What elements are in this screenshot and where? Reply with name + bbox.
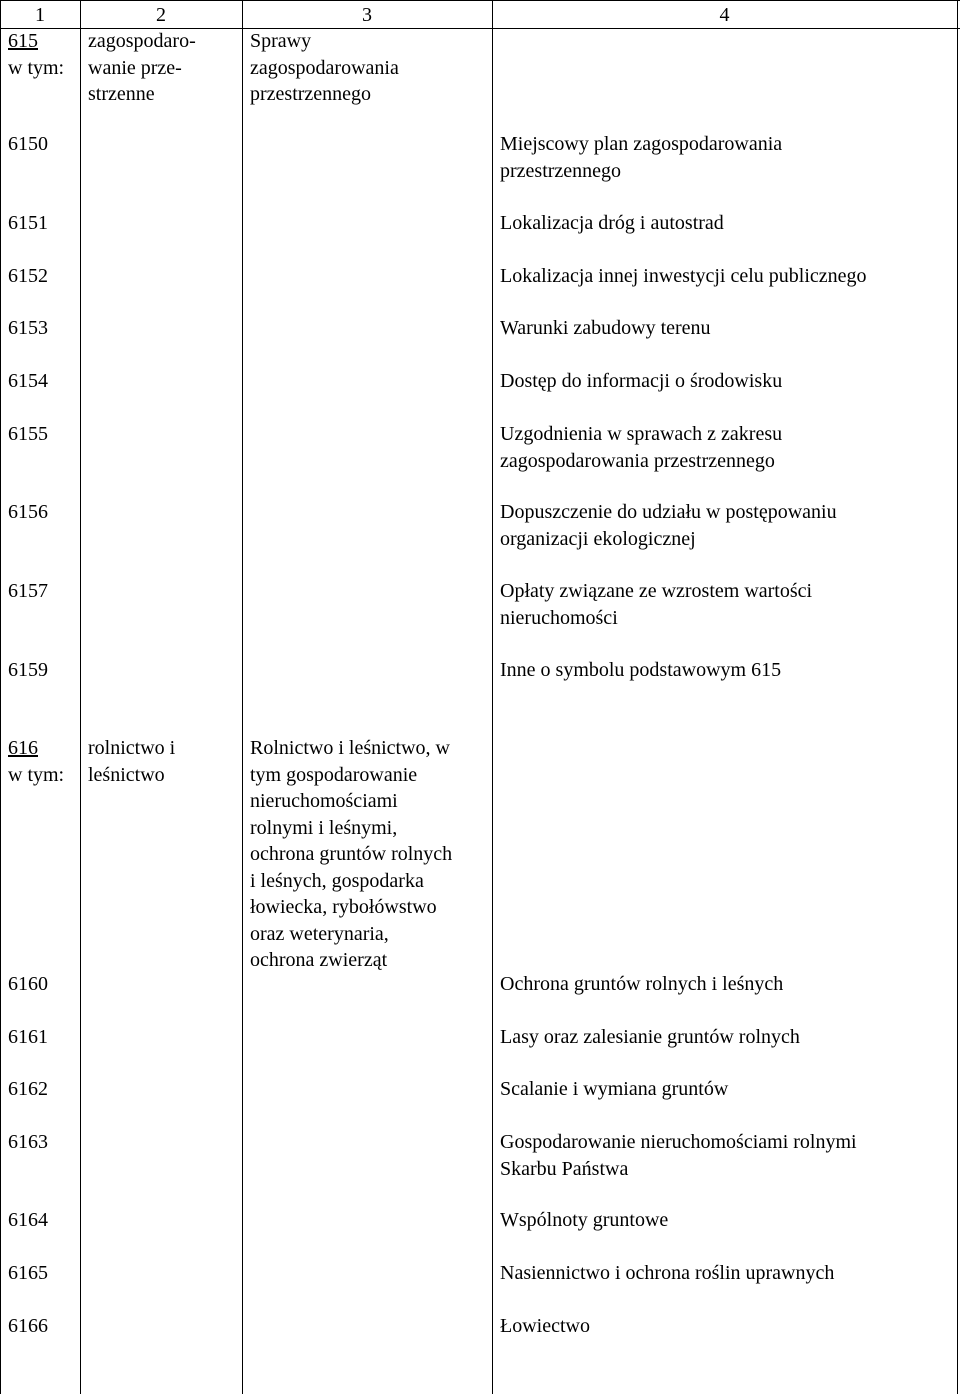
group-name-line: rolnictwo i: [88, 737, 176, 759]
item-description-line: Lokalizacja dróg i autostrad: [500, 212, 724, 234]
item-description-line: Ochrona gruntów rolnych i leśnych: [500, 973, 784, 995]
col-divider-3: [492, 0, 493, 1394]
header-col-2: 2: [156, 4, 166, 26]
item-description-line: organizacji ekologicznej: [500, 527, 696, 550]
item-description-line: Opłaty związane ze wzrostem wartości: [500, 580, 813, 602]
item-code: 6165: [8, 1262, 48, 1284]
group-description-line: rolnymi i leśnymi,: [250, 816, 398, 839]
item-description-line: Lokalizacja innej inwestycji celu publicznego: [500, 265, 867, 287]
group-name-line: wanie prze-: [88, 56, 182, 79]
col-divider-2: [242, 0, 243, 1394]
item-description-line: Warunki zabudowy terenu: [500, 317, 711, 339]
group-description-line: i leśnych, gospodarka: [250, 869, 424, 892]
group-name-line: strzenne: [88, 83, 155, 105]
item-code: 6152: [8, 265, 48, 287]
item-code: 6166: [8, 1315, 48, 1337]
item-description-line: nieruchomości: [500, 606, 618, 629]
item-code: 6159: [8, 659, 48, 681]
item-description-line: Inne o symbolu podstawowym 615: [500, 659, 782, 681]
table-top-border: [0, 0, 960, 1]
item-description-line: Gospodarowanie nieruchomościami rolnymi: [500, 1131, 857, 1153]
group-description-line: Sprawy: [250, 30, 312, 52]
item-code: 6151: [8, 212, 48, 234]
item-description-line: Wspólnoty gruntowe: [500, 1209, 669, 1231]
item-description-line: Miejscowy plan zagospodarowania: [500, 133, 783, 155]
group-description-line: zagospodarowania: [250, 56, 399, 79]
item-description-line: Łowiectwo: [500, 1315, 590, 1337]
item-description-line: Uzgodnienia w sprawach z zakresu: [500, 423, 783, 445]
group-name-line: zagospodaro-: [88, 30, 196, 52]
header-col-3: 3: [362, 4, 372, 26]
item-code: 6150: [8, 133, 48, 155]
group-description-line: Rolnictwo i leśnictwo, w: [250, 737, 450, 759]
group-wtym-label: w tym:: [8, 763, 65, 786]
header-col-4: 4: [719, 4, 730, 26]
item-code: 6157: [8, 580, 48, 602]
group-description-line: nieruchomościami: [250, 790, 398, 812]
col-divider-1: [80, 0, 81, 1394]
group-name-line: leśnictwo: [88, 763, 165, 786]
group-description-line: przestrzennego: [250, 83, 372, 105]
item-description-line: Nasiennictwo i ochrona roślin uprawnych: [500, 1262, 835, 1284]
group-description-line: łowiecka, rybołówstwo: [250, 896, 437, 918]
item-description-line: Scalanie i wymiana gruntów: [500, 1078, 729, 1100]
group-description-line: oraz weterynaria,: [250, 922, 389, 945]
item-description-line: Lasy oraz zalesianie gruntów rolnych: [500, 1026, 800, 1048]
item-description-line: przestrzennego: [500, 159, 622, 182]
group-description-line: ochrona zwierząt: [250, 949, 388, 971]
group-wtym-label: w tym:: [8, 56, 65, 79]
item-code: 6164: [8, 1209, 48, 1231]
item-description-line: zagospodarowania przestrzennego: [500, 449, 775, 472]
item-code: 6153: [8, 317, 48, 339]
header-col-1: 1: [35, 4, 45, 26]
item-code: 6154: [8, 370, 48, 392]
item-code: 6160: [8, 973, 48, 995]
group-code: 615: [8, 30, 38, 52]
item-code: 6163: [8, 1131, 48, 1153]
item-code: 6162: [8, 1078, 48, 1100]
item-description-line: Dopuszczenie do udziału w postępowaniu: [500, 501, 837, 523]
item-code: 6155: [8, 423, 48, 445]
item-code: 6161: [8, 1026, 48, 1048]
group-code: 616: [8, 737, 38, 759]
item-description-line: Dostęp do informacji o środowisku: [500, 370, 783, 392]
group-description-line: tym gospodarowanie: [250, 763, 418, 786]
item-code: 6156: [8, 501, 48, 523]
table-left-border: [0, 0, 1, 1394]
table-right-border: [957, 0, 958, 1394]
item-description-line: Skarbu Państwa: [500, 1157, 629, 1180]
group-description-line: ochrona gruntów rolnych: [250, 843, 453, 865]
